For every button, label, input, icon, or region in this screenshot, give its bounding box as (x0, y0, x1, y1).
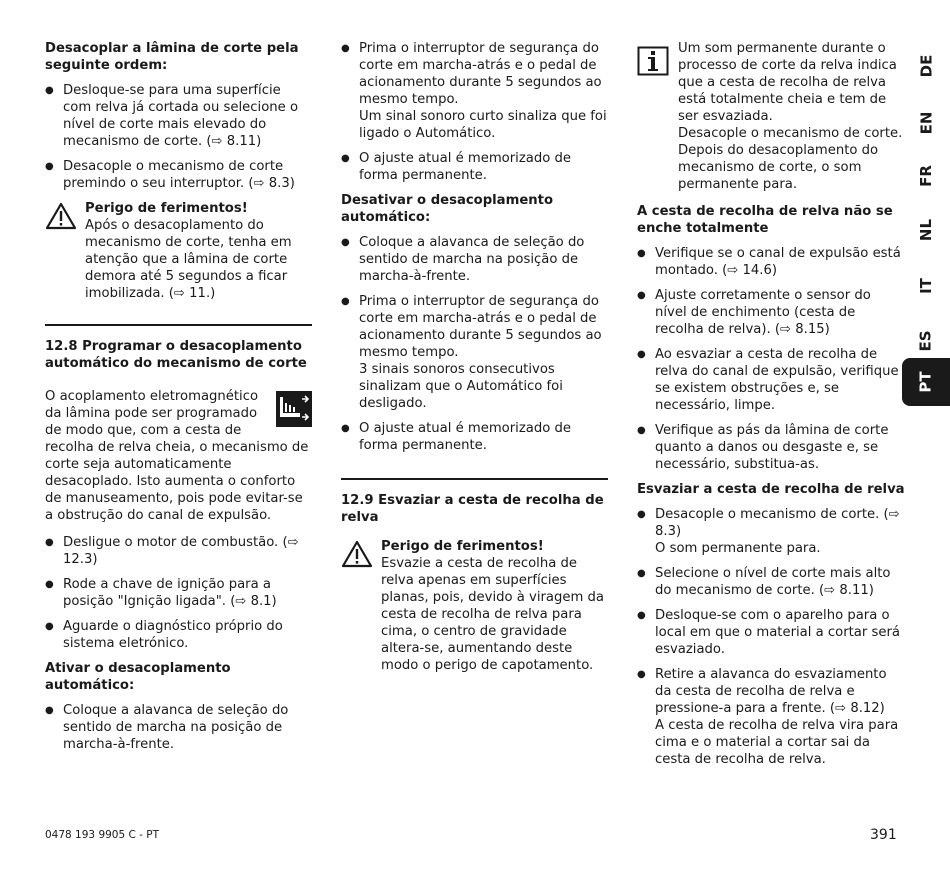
tab-lang-en[interactable]: EN (917, 111, 935, 135)
list-item: ● Ajuste corretamente o sensor do nível de enchimento (cesta de recolha de relva). (⇨ 8.15) (637, 287, 905, 338)
warning-tipping (341, 538, 608, 674)
tab-lang-nl[interactable]: NL (917, 218, 935, 242)
list-item: ● Verifique as pás da lâmina de corte quanto a danos ou desgaste e, se necessário, substitua-as. (637, 422, 905, 473)
list-preparation-steps (45, 534, 312, 652)
section-title-12-8: 12.8 Programar o desacoplamento automático do mecanismo de corte (45, 339, 307, 371)
document-code: 0478 193 9905 C - PT (45, 829, 160, 841)
heading-basket-not-filling: A cesta de recolha de relva não se enche totalmente (637, 204, 893, 236)
list-item: ● Desacople o mecanismo de corte. (⇨ 8.3) O som permanente para. (637, 506, 905, 557)
tab-lang-es[interactable]: ES (917, 330, 935, 352)
info-note (637, 40, 905, 193)
list-item: ● O ajuste atual é memorizado de forma permanente. (341, 420, 608, 454)
list-item: ● Verifique se o canal de expulsão está montado. (⇨ 14.6) (637, 245, 905, 279)
list-item: ● Prima o interruptor de segurança do corte em marcha-atrás e o pedal de acionamento durante 5 segundos ao mesmo tempo. Um sinal sonoro curto sinaliza que foi ligado o Automático. (341, 40, 608, 142)
list-item: ● Aguarde o diagnóstico próprio do sistema eletrónico. (45, 618, 312, 652)
tab-lang-fr[interactable]: FR (916, 165, 935, 187)
list-item: ● Rode a chave de ignição para a posição "Ignição ligada". (⇨ 8.1) (45, 576, 312, 610)
page-number: 391 (870, 827, 897, 843)
list-item: ● Selecione o nível de corte mais alto do mecanismo de corte. (⇨ 8.11) (637, 565, 905, 599)
warning-title: Perigo de ferimentos! (381, 539, 544, 554)
list-item: ● Coloque a alavanca de seleção do sentido de marcha na posição de marcha-à-frente. (341, 234, 608, 285)
warning-text: Após o desacoplamento do mecanismo de corte, tenha em atenção que a lâmina de corte demora até 5 segundos a ficar imobilizada. (⇨ 11.) (85, 218, 292, 301)
heading-deactivate-auto: Desativar o desacoplamento automático: (341, 193, 554, 225)
warning-triangle-icon (341, 540, 373, 568)
heading-empty-basket: Esvaziar a cesta de recolha de relva (637, 482, 905, 497)
list-item: ● Desligue o motor de combustão. (⇨ 12.3) (45, 534, 312, 568)
section-divider (45, 324, 312, 326)
list-activate-steps (45, 702, 312, 753)
list-troubleshooting (637, 245, 905, 473)
tab-lang-pt[interactable]: PT (902, 358, 950, 406)
list-item: ● Retire a alavanca do esvaziamento da cesta de recolha de relva e pressione-a para a frente. (⇨ 8.12) A cesta de recolha de relva vira para cima e o material a cortar sai da cesta de recolha de relva. (637, 666, 905, 768)
warning-triangle-icon (45, 202, 77, 230)
tab-lang-it[interactable]: IT (916, 278, 935, 294)
column-left (45, 40, 312, 761)
list-activate-continued (341, 40, 608, 184)
list-item: ● Desloque-se com o aparelho para o local em que o material a cortar será esvaziado. (637, 607, 905, 658)
list-item: ● O ajuste atual é memorizado de forma permanente. (341, 150, 608, 184)
list-item: ● Desacople o mecanismo de corte premindo o seu interruptor. (⇨ 8.3) (45, 158, 312, 192)
warning-text: Esvazie a cesta de recolha de relva apenas em superfícies planas, pois, devido à viragem da cesta de recolha de relva para cima, o centro de gravidade altera-se, aumentando deste modo o perigo de capotamento. (381, 556, 604, 673)
list-empty-steps (637, 506, 905, 768)
list-item: ● Ao esvaziar a cesta de recolha de relva do canal de expulsão, verifique se existem obstruções e, se necessário, limpe. (637, 346, 905, 414)
list-item: ● Desloque-se para uma superfície com relva já cortada ou selecione o nível de corte mais elevado do mecanismo de corte. (⇨ 8.11) (45, 82, 312, 150)
section-divider (341, 478, 608, 480)
list-deactivate-steps (341, 234, 608, 454)
heading-disengage-order: Desacoplar a lâmina de corte pela seguinte ordem: (45, 41, 299, 73)
column-right (637, 40, 905, 776)
list-item: ● Coloque a alavanca de seleção do sentido de marcha na posição de marcha-à-frente. (45, 702, 312, 753)
mower-auto-disengage-icon (276, 391, 312, 427)
intro-paragraph: O acoplamento eletromagnético da lâmina pode ser programado de modo que, com a cesta de recolha de relva cheia, o mecanismo de corte seja automaticamente desacoplado. Isto aumenta o conforto de manuseamento, pois pode evitar-se a obstrução do canal de expulsão. (45, 388, 312, 524)
section-title-12-9: 12.9 Esvaziar a cesta de recolha de relva (341, 493, 604, 525)
column-middle (341, 40, 608, 684)
info-icon (637, 46, 669, 76)
heading-activate-auto: Ativar o desacoplamento automático: (45, 661, 231, 693)
warning-injury (45, 200, 312, 302)
info-text: Um som permanente durante o processo de corte da relva indica que a cesta de recolha de relva está totalmente cheia e tem de ser esvaziada. (678, 41, 897, 124)
warning-title: Perigo de ferimentos! (85, 201, 248, 216)
list-disengage-steps (45, 82, 312, 192)
tab-lang-de[interactable]: DE (916, 54, 935, 78)
info-text-2: Desacople o mecanismo de corte. Depois do desacoplamento do mecanismo de corte, o som permanente para. (678, 126, 903, 192)
list-item: ● Prima o interruptor de segurança do corte em marcha-atrás e o pedal de acionamento durante 5 segundos ao mesmo tempo. 3 sinais sonoros consecutivos sinalizam que o Automático foi desligado. (341, 293, 608, 412)
